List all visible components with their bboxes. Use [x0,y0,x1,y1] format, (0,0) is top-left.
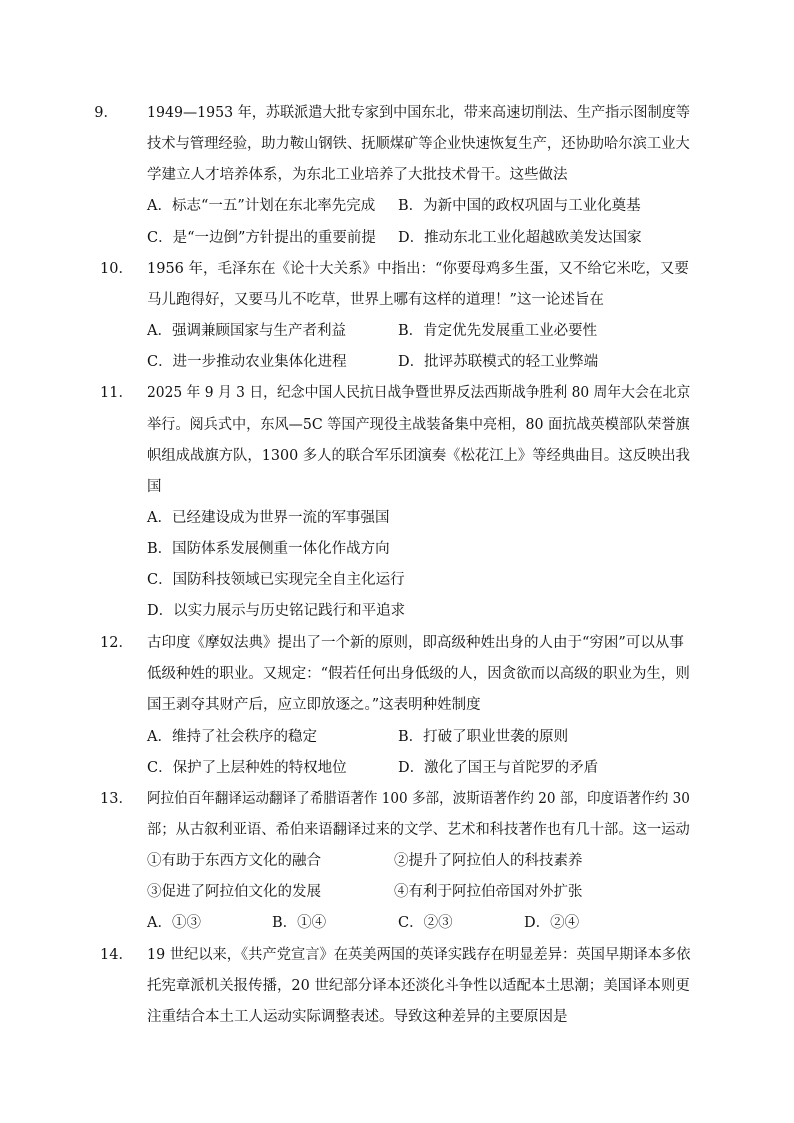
option-b[interactable]: B．①④ [272,915,327,931]
statement-1: ①有助于东西方文化的融合 [147,853,321,869]
question-stem-line: 低级种姓的职业。又规定：“假若任何出身低级的人，因贪欲而以高级的职业为生，则 [147,666,690,682]
option-c[interactable]: C．进一步推动农业集体化进程 [147,354,347,370]
option-a[interactable]: A．强调兼顾国家与生产者利益 [147,323,346,339]
option-d[interactable]: D．②④ [524,915,580,931]
question-stem-line: 举行。阅兵式中，东风—5C 等国产现役主战装备集中亮相，80 面抗战英模部队荣誉旗 [147,417,690,433]
question-stem-line: 托宪章派机关报传播，20 世纪部分译本还淡化斗争性以适配本土思潮；美国译本则更 [147,978,690,994]
statement-4: ④有利于阿拉伯帝国对外扩张 [394,884,583,900]
option-a[interactable]: A．维持了社会秩序的稳定 [147,729,317,745]
question-number: 12． [100,635,133,651]
option-a[interactable]: A．①③ [147,915,201,931]
question-stem-line: 注重结合本土工人运动实际调整表述。导致这种差异的主要原因是 [147,1009,568,1025]
question-stem-line: 帜组成战旗方队，1300 多人的联合军乐团演奏《松花江上》等经典曲目。这反映出我 [147,448,690,464]
statement-3: ③促进了阿拉伯文化的发展 [147,884,321,900]
question-stem-line: 2025 年 9 月 3 日，纪念中国人民抗日战争暨世界反法西斯战争胜利 80 周年大会在北京 [147,385,691,401]
option-d[interactable]: D．以实力展示与历史铭记践行和平追求 [147,603,406,619]
question-number: 10． [100,261,133,277]
question-stem-line: 学建立人才培养体系，为东北工业培养了大批技术骨干。这些做法 [147,167,568,183]
question-stem-line: 马儿跑得好，又要马儿不吃草，世界上哪有这样的道理！”这一论述旨在 [147,292,604,308]
option-a[interactable]: A．标志“一五”计划在东北率先完成 [147,198,376,214]
option-b[interactable]: B．国防体系发展侧重一体化作战方向 [147,541,390,557]
option-c[interactable]: C．国防科技领域已实现完全自主化运行 [147,572,405,588]
question-number: 13． [100,791,133,807]
option-a[interactable]: A．已经建设成为世界一流的军事强国 [147,510,390,526]
option-d[interactable]: D．推动东北工业化超越欧美发达国家 [398,230,642,246]
question-number: 11． [100,385,133,401]
question-stem-line: 1956 年，毛泽东在《论十大关系》中指出：“你要母鸡多生蛋，又不给它米吃，又要 [147,261,689,277]
question-stem-line: 技术与管理经验，助力鞍山钢铁、抚顺煤矿等企业快速恢复生产，还协助哈尔滨工业大 [147,136,690,152]
option-c[interactable]: C．保护了上层种姓的特权地位 [147,760,347,776]
option-b[interactable]: B．打破了职业世袭的原则 [398,729,569,745]
question-stem-line: 19 世纪以来，《共产党宣言》在英美两国的英译实践存在明显差异：英国早期译本多依 [147,947,691,963]
option-b[interactable]: B．肯定优先发展重工业必要性 [398,323,598,339]
question-stem-line: 国 [147,479,162,495]
question-stem-line: 国王剥夺其财产后，应立即放逐之。”这表明种姓制度 [147,697,481,713]
question-number: 14． [100,947,133,963]
option-c[interactable]: C．②③ [398,915,453,931]
question-stem-line: 部；从古叙利亚语、希伯来语翻译过来的文学、艺术和科技著作也有几十部。这一运动 [147,822,690,838]
option-d[interactable]: D．激化了国王与首陀罗的矛盾 [398,760,599,776]
question-stem-line: 古印度《摩奴法典》提出了一个新的原则，即高级种姓出身的人由于“穷困”可以从事 [147,635,684,651]
question-stem-line: 1949—1953 年，苏联派遣大批专家到中国东北，带来高速切削法、生产指示图制度等 [147,105,690,121]
option-c[interactable]: C．是“一边倒”方针提出的重要前提 [147,230,376,246]
option-b[interactable]: B．为新中国的政权巩固与工业化奠基 [398,198,641,214]
question-stem-line: 阿拉伯百年翻译运动翻译了希腊语著作 100 多部，波斯语著作约 20 部，印度语著作约 30 [147,791,690,807]
option-d[interactable]: D．批评苏联模式的轻工业弊端 [398,354,599,370]
statement-2: ②提升了阿拉伯人的科技素养 [394,853,583,869]
question-number: 9． [94,105,118,121]
